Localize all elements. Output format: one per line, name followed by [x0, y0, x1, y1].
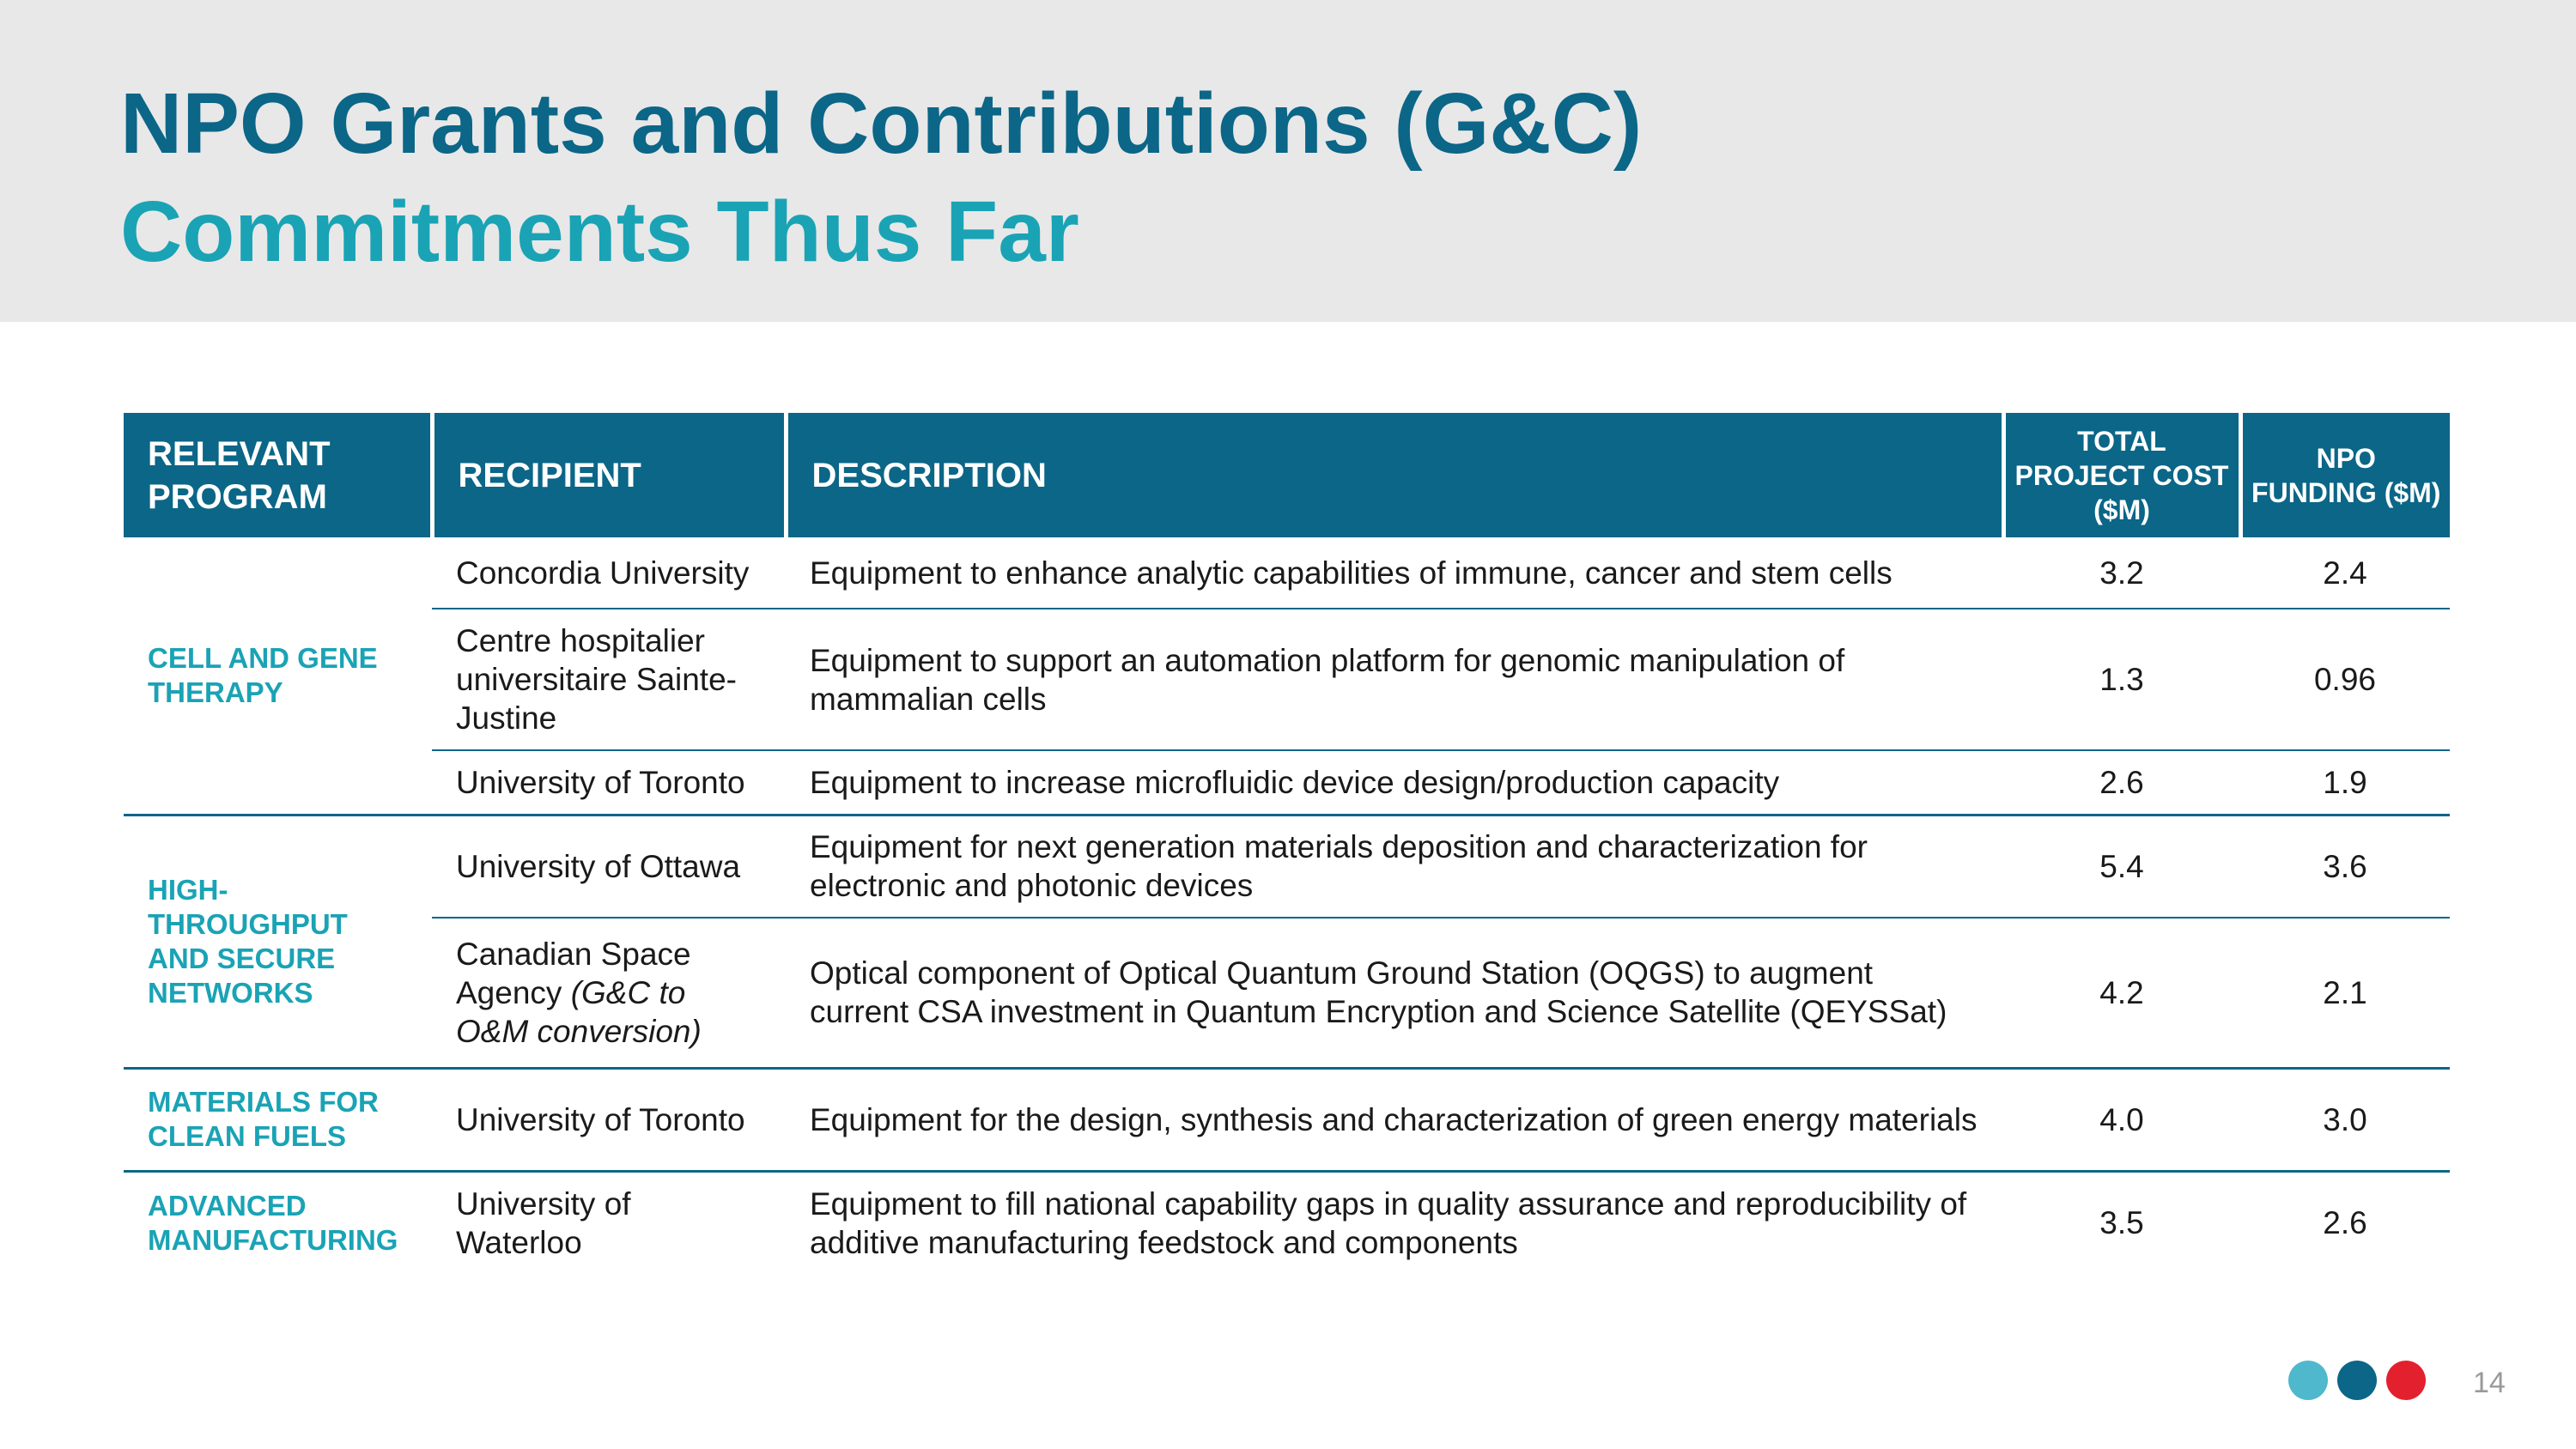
total-cost-cell: 1.3 [2003, 609, 2240, 750]
header-description: DESCRIPTION [786, 413, 2003, 537]
recipient-name: Canadian Space Agency [456, 936, 691, 1010]
description-cell: Equipment for next generation materials deposition and characterization for electronic and photonic devices [786, 815, 2003, 918]
program-materials-clean-fuels: MATERIALS FOR CLEAN FUELS [124, 1068, 432, 1171]
description-cell: Equipment to increase microfluidic device design/production capacity [786, 750, 2003, 815]
npo-funding-cell: 2.4 [2323, 555, 2367, 591]
program-advanced-manufacturing: ADVANCED MANUFACTURING [124, 1171, 432, 1274]
header-total-cost: TOTAL PROJECT COST ($M) [2003, 413, 2240, 537]
npo-funding-cell: 2.6 [2240, 1171, 2450, 1274]
total-cost-cell: 3.2 [2099, 555, 2144, 591]
header-npo-funding: NPO FUNDING ($M) [2240, 413, 2450, 537]
npo-funding-cell: 0.96 [2240, 609, 2450, 750]
table-row [124, 815, 2450, 918]
red-dot-icon [2386, 1361, 2426, 1400]
table-row [124, 1171, 2450, 1274]
total-cost-cell: 2.6 [2003, 750, 2240, 815]
page-number: 14 [2473, 1367, 2506, 1399]
total-cost-cell: 4.2 [2003, 918, 2240, 1068]
light-blue-dot-icon [2288, 1361, 2328, 1400]
recipient-cell: University of Toronto [432, 750, 786, 815]
recipient-cell: University of Ottawa [432, 815, 786, 918]
table-row [124, 609, 2450, 750]
npo-funding-cell: 2.1 [2240, 918, 2450, 1068]
description-cell: Equipment to fill national capability gaps in quality assurance and reproducibility of additive manufacturing feedstock and components [786, 1171, 2003, 1274]
table-row [124, 750, 2450, 815]
recipient-cell: Centre hospitalier universitaire Sainte-Justine [432, 609, 786, 750]
total-cost-cell: 4.0 [2003, 1068, 2240, 1171]
recipient-cell: University of Toronto [432, 1068, 786, 1171]
table-row [124, 918, 2450, 1068]
recipient-cell: University of Waterloo [432, 1171, 786, 1274]
npo-funding-cell: 3.0 [2240, 1068, 2450, 1171]
header-program: RELEVANT PROGRAM [124, 413, 432, 537]
header-recipient: RECIPIENT [432, 413, 786, 537]
program-cell-gene-therapy: CELL AND GENE THERAPY [148, 641, 378, 708]
recipient-cell [432, 918, 786, 1068]
slide-title: NPO Grants and Contributions (G&C) [120, 76, 1643, 172]
table-row [124, 1068, 2450, 1171]
commitments-table [124, 413, 2450, 1274]
table-header-row [124, 413, 2450, 537]
program-high-throughput-networks: HIGH-THROUGHPUT AND SECURE NETWORKS [124, 815, 432, 1068]
recipient-cell: Concordia University [456, 555, 750, 591]
total-cost-cell: 3.5 [2003, 1171, 2240, 1274]
table-row [124, 537, 2450, 609]
description-cell: Optical component of Optical Quantum Ground Station (OQGS) to augment current CSA investment in Quantum Encryption and Science Satellite (QEYSSat) [786, 918, 2003, 1068]
total-cost-cell: 5.4 [2003, 815, 2240, 918]
recipient-note: (G&C to O&M conversion) [456, 974, 702, 1049]
description-cell: Equipment for the design, synthesis and characterization of green energy materials [786, 1068, 2003, 1171]
description-cell: Equipment to enhance analytic capabilities of immune, cancer and stem cells [810, 555, 1893, 591]
description-cell: Equipment to support an automation platform for genomic manipulation of mammalian cells [786, 609, 2003, 750]
npo-funding-cell: 3.6 [2240, 815, 2450, 918]
dark-teal-dot-icon [2337, 1361, 2377, 1400]
slide-subtitle: Commitments Thus Far [120, 184, 1079, 280]
npo-funding-cell: 1.9 [2240, 750, 2450, 815]
